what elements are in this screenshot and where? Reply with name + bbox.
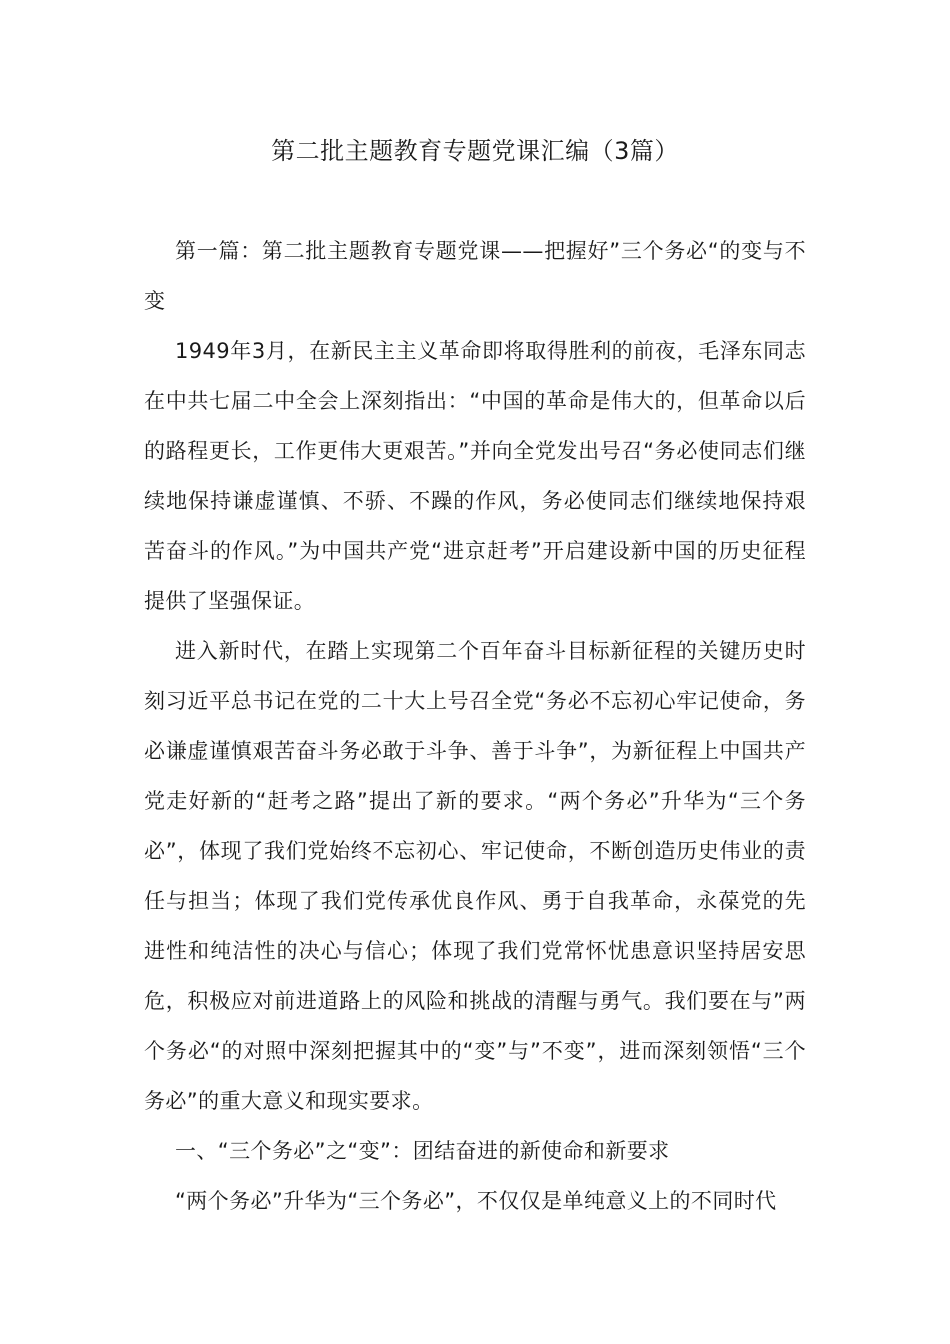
- paragraph-new-era: 进入新时代，在踏上实现第二个百年奋斗目标新征程的关键历史时刻习近平总书记在党的二十大上号召全党“务必不忘初心牢记使命，务必谦虚谨慎艰苦奋斗务必敢于斗争、善于斗争”，为新征程上中国共产党走好新的“赶考之路”提出了新的要求。“两个务必”升华为“三个务必”，体现了我们党始终不忘初心、牢记使命，不断创造历史伟业的责任与担当；体现了我们党传承优良作风、勇于自我革命，永葆党的先进性和纯洁性的决心与信心；体现了我们党常怀忧患意识坚持居安思危，积极应对前进道路上的风险和挑战的清醒与勇气。我们要在与”两个务必“的对照中深刻把握其中的“变”与”不变”，进而深刻领悟“三个务必”的重大意义和现实要求。: [144, 639, 806, 1113]
- paragraph-heading-first-article: 第一篇：第二批主题教育专题党课——把握好”三个务必“的变与不变: [144, 239, 806, 313]
- paragraph-two-musts: “两个务必”升华为“三个务必”，不仅仅是单纯意义上的不同时代: [175, 1189, 777, 1213]
- document-title: 第二批主题教育专题党课汇编（3篇）: [271, 137, 679, 165]
- document-body: [144, 226, 806, 1226]
- section-heading-one: 一、“三个务必”之“变”：团结奋进的新使命和新要求: [175, 1139, 670, 1163]
- paragraph-1949: 1949年3月，在新民主主义革命即将取得胜利的前夜，毛泽东同志在中共七届二中全会上深刻指出：“中国的革命是伟大的，但革命以后的路程更长，工作更伟大更艰苦。”并向全党发出号召“务必使同志们继续地保持谦虚谨慎、不骄、不躁的作风，务必使同志们继续地保持艰苦奋斗的作风。”为中国共产党“进京赶考”开启建设新中国的历史征程提供了坚强保证。: [144, 339, 806, 613]
